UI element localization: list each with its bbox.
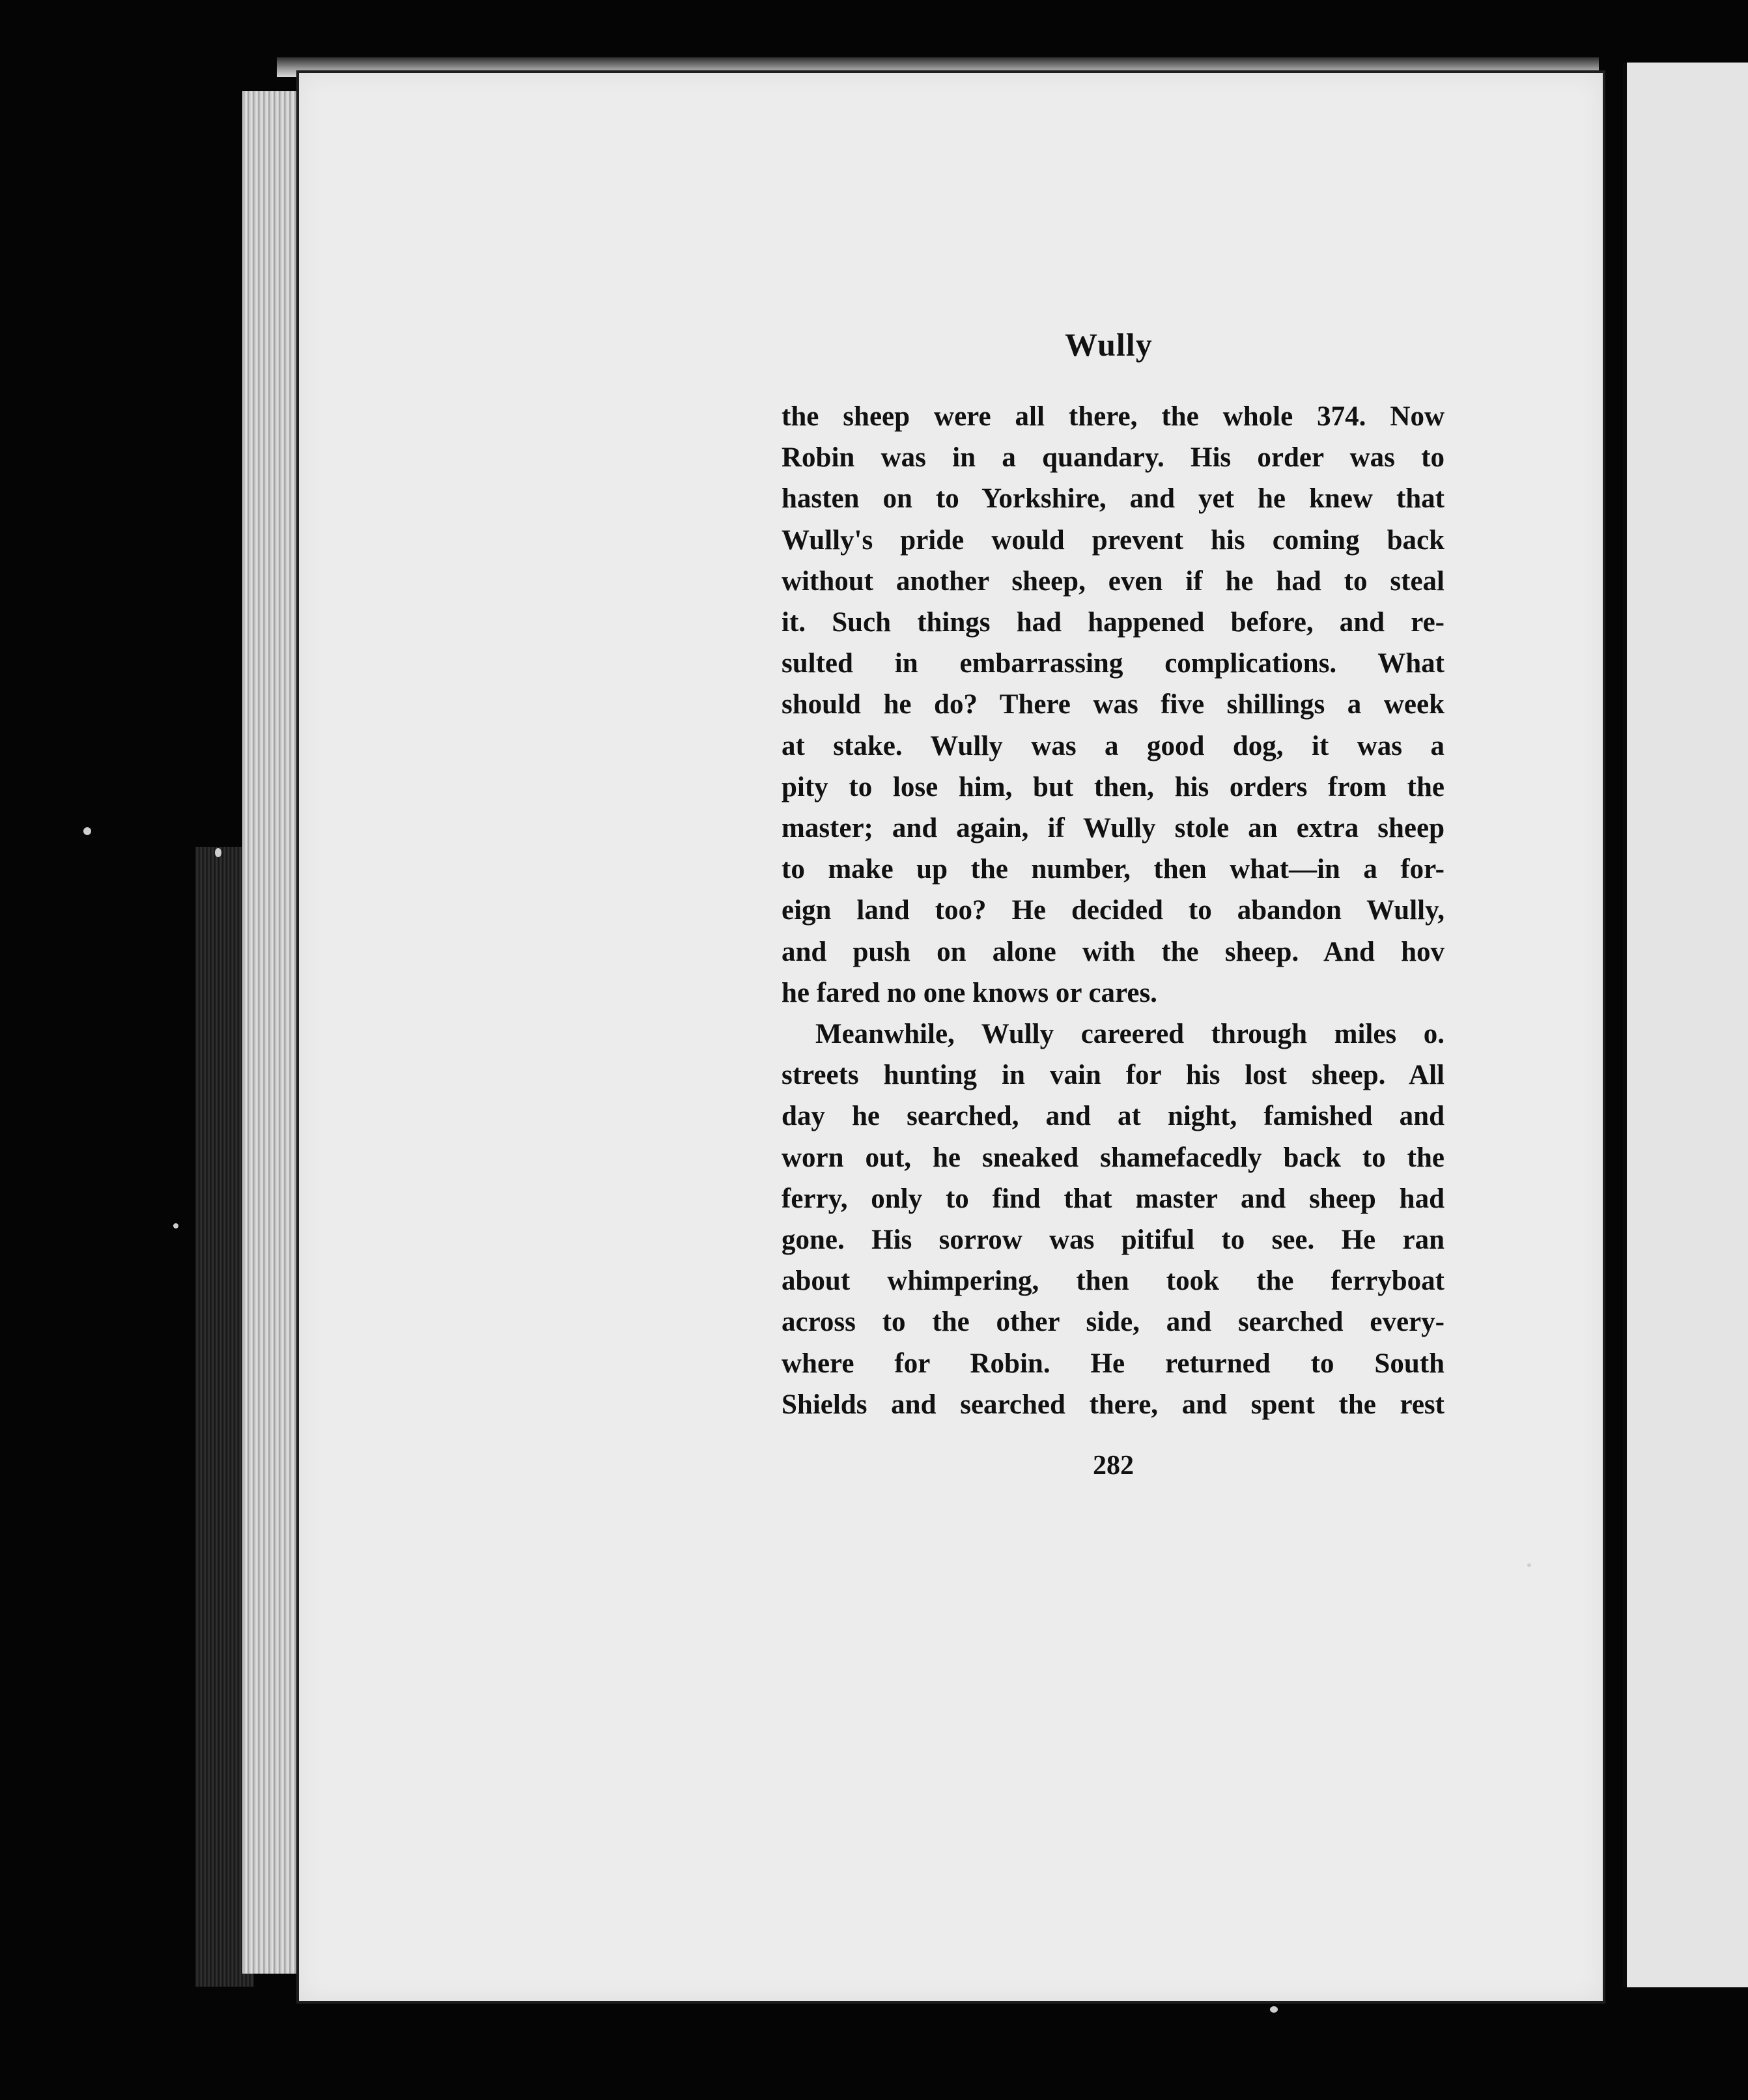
text-line: Wully's pride would prevent his coming back (782, 524, 1445, 556)
scan-speck (1527, 1563, 1531, 1567)
text-line: ferry, only to find that master and sheep had (782, 1183, 1445, 1214)
text-line: the sheep were all there, the whole 374. Now (782, 401, 1445, 432)
text-line: day he searched, and at night, famished and (782, 1101, 1445, 1132)
text-line: where for Robin. He returned to South (782, 1348, 1445, 1379)
text-line: Robin was in a quandary. His order was to (782, 442, 1445, 474)
text-line: it. Such things had happened before, and re- (782, 607, 1445, 638)
text-line: worn out, he sneaked shamefacedly back to the (782, 1142, 1445, 1173)
text-line: gone. His sorrow was pitiful to see. He ran (782, 1225, 1445, 1256)
text-line: Meanwhile, Wully careered through miles o. (815, 1019, 1445, 1050)
scan-speck (215, 848, 221, 857)
text-line: eign land too? He decided to abandon Wully, (782, 895, 1445, 926)
text-line: to make up the number, then what—in a for- (782, 854, 1445, 885)
text-line: sulted in embarrassing complications. What (782, 648, 1445, 679)
text-line: Shields and searched there, and spent the rest (782, 1389, 1445, 1420)
body-text (782, 396, 1445, 1425)
text-line: hasten on to Yorkshire, and yet he knew that (782, 483, 1445, 515)
text-line: without another sheep, even if he had to steal (782, 565, 1445, 597)
text-line: should he do? There was five shillings a week (782, 689, 1445, 720)
scan-speck (173, 1223, 178, 1228)
text-line: across to the other side, and searched every- (782, 1307, 1445, 1338)
scan-speck (1270, 2006, 1278, 2013)
text-line: pity to lose him, but then, his orders from the (782, 771, 1445, 802)
text-line: master; and again, if Wully stole an extra sheep (782, 813, 1445, 844)
text-line: and push on alone with the sheep. And hov (782, 936, 1445, 967)
scan-speck (83, 827, 91, 835)
text-line: about whimpering, then took the ferryboat (782, 1266, 1445, 1297)
page-number: 282 (1093, 1451, 1134, 1481)
text-line: streets hunting in vain for his lost sheep. All (782, 1060, 1445, 1091)
page-edges (242, 91, 297, 1974)
facing-page (1623, 63, 1748, 1987)
text-line: at stake. Wully was a good dog, it was a (782, 730, 1445, 761)
text-line: he fared no one knows or cares. (782, 977, 1157, 1008)
running-head: Wully (1065, 326, 1153, 363)
